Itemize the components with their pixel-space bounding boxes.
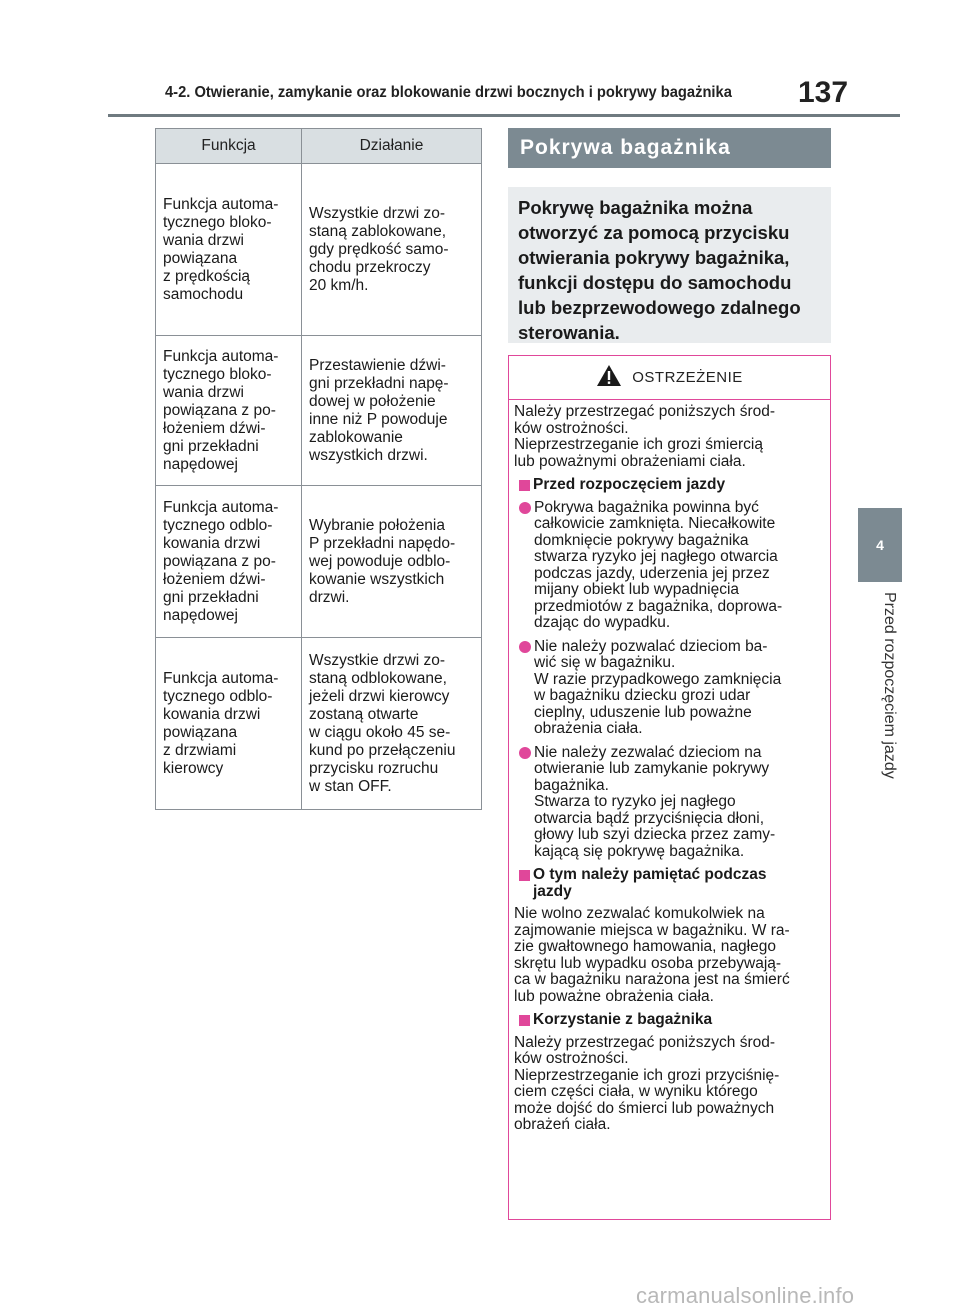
warning-paragraph: Należy przestrzegać poniższych środ- ków ostrożności. Nieprzestrzeganie ich grozi przyciśnię- ciem części ciała, w wyniku którego może dojść do śmierci lub poważnych obrażeń ciała. bbox=[514, 1033, 780, 1133]
watermark: carmanualsonline.info bbox=[636, 1283, 855, 1308]
chapter-tab[interactable]: 4 bbox=[858, 508, 902, 582]
warning-subheading bbox=[514, 867, 824, 900]
section-intro: Pokrywę bagażnika można otworzyć za pomocą przycisku otwierania pokrywy bagażnika, funkcji dostępu do samochodu lub bezprzewodowego zdalnego sterowania. bbox=[508, 187, 831, 343]
table-header-row bbox=[156, 129, 482, 164]
subheading-text: Przed rozpoczęciem jazdy bbox=[533, 476, 726, 493]
function-cell: Funkcja automa- tycznego odblo- kowania drzwi powiązana z drzwiami kierowcy bbox=[156, 638, 302, 810]
table-row bbox=[156, 336, 482, 486]
warning-bullet bbox=[514, 639, 824, 738]
column-header-action: Działanie bbox=[302, 129, 482, 164]
bullet-text: Nie należy pozwalać dzieciom ba- wić się w bagażniku. W razie przypadkowego zamknięcia w bagażniku dziecku grozi udar cieplny, uduszenie lub poważne obrażenia ciała. bbox=[534, 637, 782, 737]
function-cell: Funkcja automa- tycznego odblo- kowania drzwi powiązana z po- łożeniem dźwi- gni przekładni napędowej bbox=[156, 486, 302, 638]
chapter-header-title: 4-2. Otwieranie, zamykanie oraz blokowanie drzwi bocznych i pokrywy bagażnika bbox=[165, 84, 732, 101]
action-cell: Wszystkie drzwi zo- staną zablokowane, gdy prędkość samo- chodu przekroczy 20 km/h. bbox=[302, 164, 482, 336]
warning-body bbox=[509, 400, 830, 1134]
warning-subheading bbox=[514, 477, 824, 494]
warning-label: OSTRZEŻENIE bbox=[632, 369, 743, 386]
subheading-text: O tym należy pamiętać podczas jazdy bbox=[533, 866, 767, 900]
warning-intro-text: Należy przestrzegać poniższych środ- ków ostrożności. Nieprzestrzeganie ich grozi śmiercią lub poważnymi obrażeniami ciała. bbox=[514, 403, 776, 470]
section-title: Pokrywa bagażnika bbox=[508, 128, 831, 168]
action-cell: Przestawienie dźwi- gni przekładni napę- dowej w położenie inne niż P powoduje zablokowanie wszystkich drzwi. bbox=[302, 336, 482, 486]
bullet-text: Pokrywa bagażnika powinna być całkowicie zamknięta. Niecałkowite domknięcie pokrywy bagażnika stwarza ryzyko jej nagłego otwarcia podczas jazdy, uderzenia jej przez mijany obiekt lub wypadnięcia przedmiotów z bagażnika, doprowa- dzając do wypadku. bbox=[534, 498, 783, 631]
square-bullet-icon bbox=[519, 480, 530, 491]
function-cell: Funkcja automa- tycznego bloko- wania drzwi powiązana z prędkością samochodu bbox=[156, 164, 302, 336]
square-bullet-icon bbox=[519, 1015, 530, 1026]
action-cell: Wszystkie drzwi zo- staną odblokowane, jeżeli drzwi kierowcy zostaną otwarte w ciągu około 45 se- kund po przełączeniu przycisku rozruchu w stan OFF. bbox=[302, 638, 482, 810]
table-row bbox=[156, 164, 482, 336]
page-number: 137 bbox=[798, 76, 849, 109]
column-header-function: Funkcja bbox=[156, 129, 302, 164]
warning-triangle-icon bbox=[596, 364, 622, 392]
square-bullet-icon bbox=[519, 870, 530, 881]
bullet-text: Nie należy zezwalać dzieciom na otwieranie lub zamykanie pokrywy bagażnika. Stwarza to ryzyko jej nagłego otwarcia bądź przyciśnięcia dłoni, głowy lub szyi dziecka przez zamy- kającą się pokrywę bagażnika. bbox=[534, 743, 776, 860]
warning-bullet bbox=[514, 500, 824, 632]
circle-bullet-icon bbox=[519, 641, 531, 653]
table-row bbox=[156, 486, 482, 638]
chapter-tab-label: Przed rozpoczęciem jazdy bbox=[881, 592, 898, 779]
action-cell: Wybranie położenia P przekładni napędo- wej powoduje odblo- kowanie wszystkich drzwi. bbox=[302, 486, 482, 638]
warning-paragraph: Nie wolno zezwalać komukolwiek na zajmowanie miejsca w bagażniku. W ra- zie gwałtownego hamowania, nagłego skrętu lub wypadku osoba przebywają- ca w bagażniku narażona jest na śmierć lub poważne obrażenia ciała. bbox=[514, 905, 790, 1005]
subheading-text: Korzystanie z bagażnika bbox=[533, 1011, 713, 1028]
circle-bullet-icon bbox=[519, 502, 531, 514]
table-row bbox=[156, 638, 482, 810]
circle-bullet-icon bbox=[519, 747, 531, 759]
warning-header bbox=[509, 356, 830, 400]
function-table bbox=[155, 128, 482, 810]
function-cell: Funkcja automa- tycznego bloko- wania drzwi powiązana z po- łożeniem dźwi- gni przekładni napędowej bbox=[156, 336, 302, 486]
warning-box bbox=[508, 355, 831, 1220]
header-divider bbox=[108, 114, 900, 117]
warning-subheading bbox=[514, 1012, 824, 1029]
warning-bullet bbox=[514, 745, 824, 861]
